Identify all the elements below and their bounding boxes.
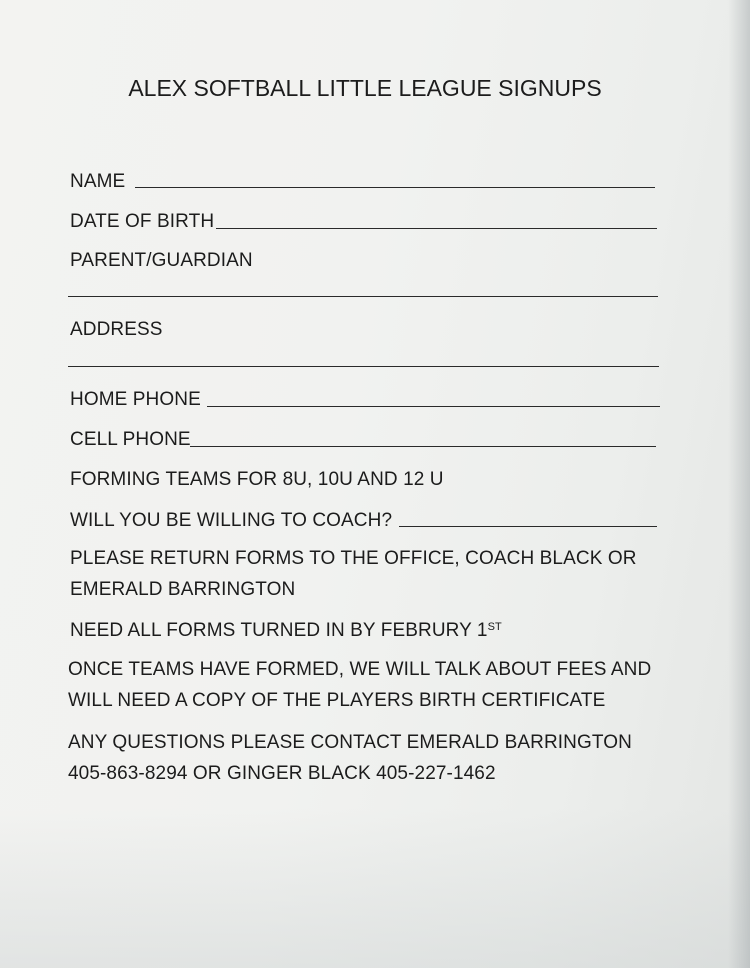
address-blank[interactable]	[68, 366, 659, 367]
fees-notice-line-1: ONCE TEAMS HAVE FORMED, WE WILL TALK ABOUT FEES AND	[68, 659, 652, 680]
home-phone-label: HOME PHONE	[70, 389, 201, 410]
dob-label: DATE OF BIRTH	[70, 211, 215, 232]
cell-phone-label: CELL PHONE	[70, 429, 191, 450]
teams-info: FORMING TEAMS FOR 8U, 10U AND 12 U	[70, 469, 444, 490]
name-label: NAME	[70, 171, 126, 192]
coach-question: WILL YOU BE WILLING TO COACH?	[70, 510, 393, 531]
address-label: ADDRESS	[70, 319, 163, 340]
parent-guardian-label: PARENT/GUARDIAN	[70, 250, 253, 271]
cell-phone-blank[interactable]	[190, 446, 656, 447]
home-phone-blank[interactable]	[207, 406, 660, 407]
paper-shadow-right	[728, 0, 750, 968]
contact-line-2: 405-863-8294 OR GINGER BLACK 405-227-1462	[68, 763, 496, 784]
paper-shadow-bottom	[0, 808, 750, 968]
form-title: ALEX SOFTBALL LITTLE LEAGUE SIGNUPS	[128, 75, 602, 101]
return-instructions-line-1: PLEASE RETURN FORMS TO THE OFFICE, COACH BLACK OR	[70, 548, 637, 569]
deadline-text: NEED ALL FORMS TURNED IN BY FEBRURY 1	[70, 620, 488, 641]
fees-notice-line-2: WILL NEED A COPY OF THE PLAYERS BIRTH CERTIFICATE	[68, 690, 606, 711]
return-instructions-line-2: EMERALD BARRINGTON	[70, 579, 296, 600]
contact-line-1: ANY QUESTIONS PLEASE CONTACT EMERALD BARRINGTON	[68, 732, 632, 753]
deadline-notice	[70, 615, 502, 647]
coach-answer-blank[interactable]	[399, 526, 657, 527]
dob-blank[interactable]	[216, 228, 657, 229]
parent-guardian-blank[interactable]	[68, 296, 658, 297]
name-blank[interactable]	[135, 187, 655, 188]
deadline-ordinal-suffix: ST	[487, 621, 502, 633]
